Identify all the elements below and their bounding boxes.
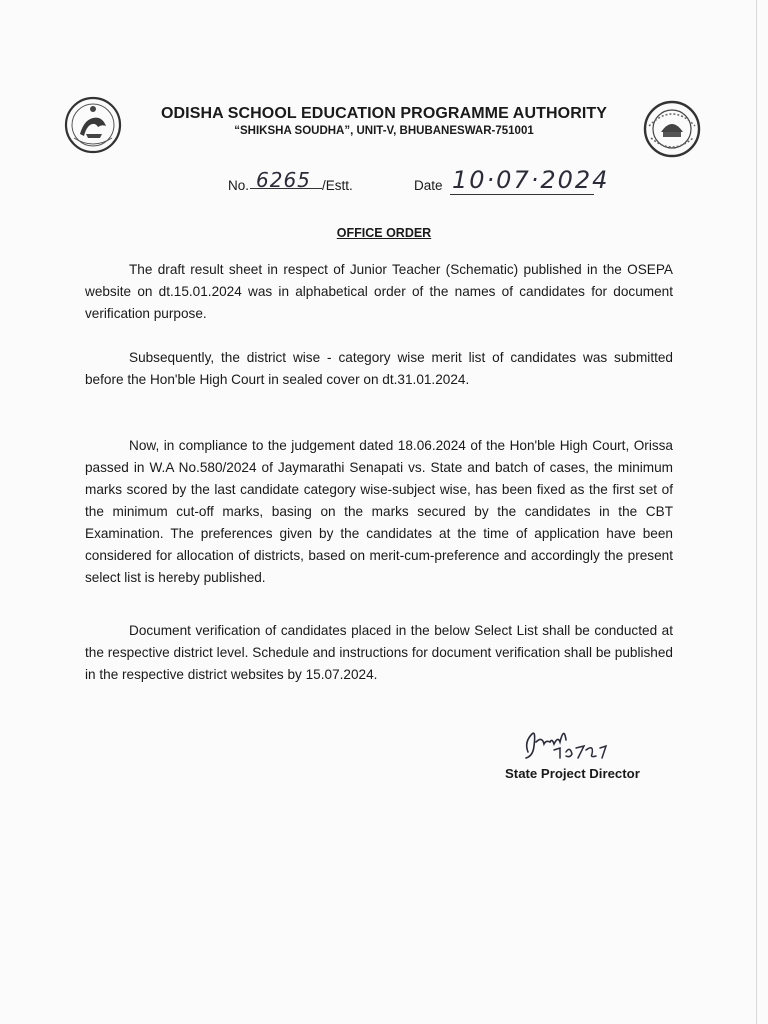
order-title: OFFICE ORDER xyxy=(336,226,432,240)
handwritten-signature xyxy=(514,712,654,772)
date-line xyxy=(450,194,594,195)
order-paragraph-3: Now, in compliance to the judgement dated 18.06.2024 of the Hon'ble High Court, Orissa passed in W.A No.580/2024 of Jaymarathi Senapati vs. State and batch of cases, the minimum marks scored by the last candidate category wise-subject wise, has been fixed as the first set of the minimum cut-off marks, basing on the marks secured by the candidates in the CBT Examination. The preferences given by the candidates at the time of application have been considered for allocation of districts, based on merit-cum-preference and accordingly the present select list is hereby published. xyxy=(85,438,673,585)
organization-address: “SHIKSHA SOUDHA”, UNIT-V, BHUBANESWAR-751001 xyxy=(234,125,534,137)
order-paragraph-2: Subsequently, the district wise - category wise merit list of candidates was submitted before the Hon'ble High Court in sealed cover on dt.31.01.2024. xyxy=(85,350,673,387)
reference-number-suffix: /Estt. xyxy=(322,178,353,193)
order-paragraph-1: The draft result sheet in respect of Junior Teacher (Schematic) published in the OSEPA website on dt.15.01.2024 was in alphabetical order of the names of candidates for document verification purpose. xyxy=(85,262,673,321)
reference-number-label: No. xyxy=(228,178,250,193)
date-label: Date xyxy=(414,178,443,193)
date-value: 10·07·2024 xyxy=(452,166,610,194)
reference-number-value: 6265 xyxy=(256,168,311,192)
reference-row xyxy=(228,166,628,198)
signatory-designation: State Project Director xyxy=(505,766,640,781)
organization-name: ODISHA SCHOOL EDUCATION PROGRAMME AUTHORITY xyxy=(160,105,608,122)
order-paragraph-4: Document verification of candidates placed in the below Select List shall be conducted at the respective district level. Schedule and instructions for document verification shall be published in the respective district websites by 15.07.2024. xyxy=(85,623,673,682)
scan-edge-line xyxy=(756,0,757,1024)
